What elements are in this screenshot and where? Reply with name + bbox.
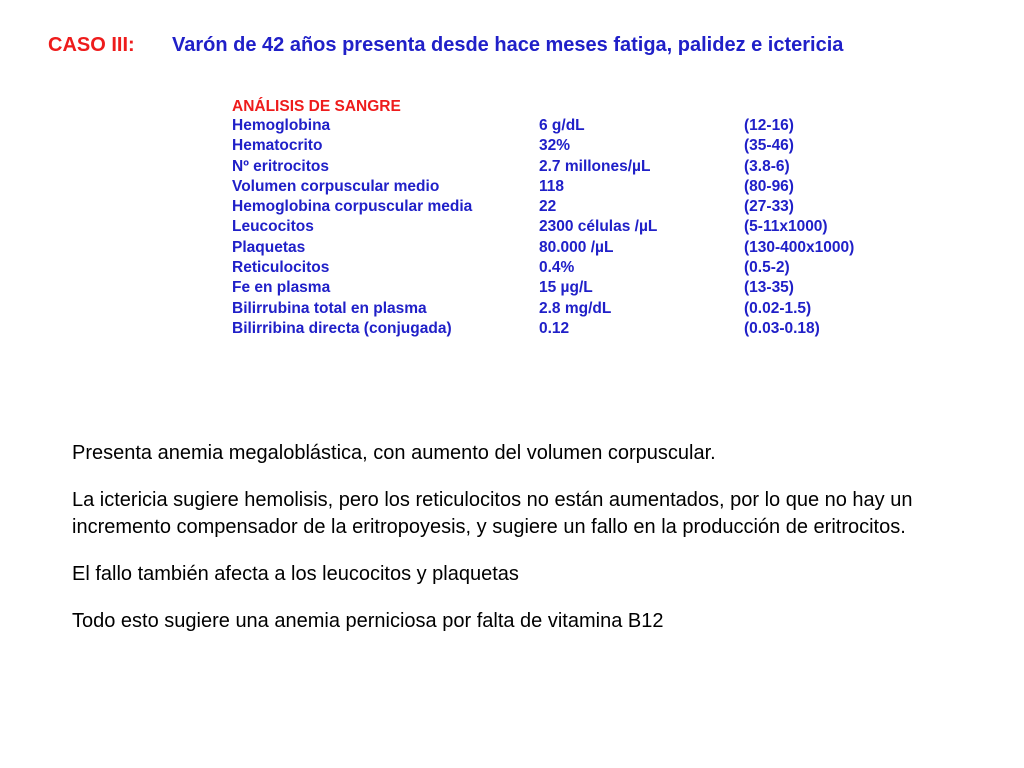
lab-row-reference: (27-33)	[744, 198, 794, 216]
lab-row-value: 80.000 /µL	[539, 238, 614, 256]
lab-row	[232, 238, 892, 258]
lab-row-reference: (12-16)	[744, 117, 794, 134]
lab-row-value: 15 µg/L	[539, 279, 593, 297]
lab-row-value: 0.4%	[539, 259, 575, 277]
lab-row-reference: (0.03-0.18)	[744, 319, 820, 337]
lab-row-name: Volumen corpuscular medio	[232, 177, 440, 195]
lab-row-reference: (0.02-1.5)	[744, 299, 812, 317]
case-title: Varón de 42 años presenta desde hace meses fatiga, palidez e ictericia	[172, 34, 844, 56]
lab-row-value: 6 g/dL	[539, 117, 585, 134]
blood-analysis-title: ANÁLISIS DE SANGRE	[232, 98, 401, 115]
lab-row-reference: (3.8-6)	[744, 157, 790, 175]
explanation-text	[72, 440, 972, 655]
lab-row-value: 2.8 mg/dL	[539, 299, 612, 317]
paragraph-conclusion: Todo esto sugiere una anemia perniciosa por falta de vitamina B12	[72, 610, 664, 632]
lab-row-value: 22	[539, 198, 557, 216]
lab-row-name: Hemoglobina corpuscular media	[232, 198, 473, 216]
lab-row-name: Bilirribina directa (conjugada)	[232, 319, 452, 337]
lab-row-value: 2.7 millones/µL	[539, 157, 651, 175]
lab-row-name: Nº eritrocitos	[232, 157, 329, 175]
case-label: CASO III:	[48, 34, 135, 56]
lab-row-name: Hemoglobina	[232, 117, 331, 134]
lab-row-reference: (0.5-2)	[744, 259, 790, 277]
paragraph-anemia: Presenta anemia megaloblástica, con aumento del volumen corpuscular.	[72, 442, 716, 464]
lab-row-reference: (13-35)	[744, 279, 794, 297]
lab-row	[232, 299, 892, 319]
paragraph-icterus: La ictericia sugiere hemolisis, pero los reticulocitos no están aumentados, por lo que no hay un incremento compensador de la eritropoyesis, y sugiere un fallo en la producción de eritrocitos.	[72, 489, 913, 538]
lab-row-name: Leucocitos	[232, 218, 314, 236]
lab-row-reference: (130-400x1000)	[744, 238, 855, 256]
lab-row-value: 2300 células /µL	[539, 218, 658, 236]
lab-row-reference: (35-46)	[744, 137, 794, 155]
lab-row	[232, 258, 892, 278]
lab-row	[232, 197, 892, 217]
blood-analysis-table	[232, 98, 892, 339]
lab-row-name: Hematocrito	[232, 137, 323, 155]
lab-row	[232, 116, 892, 136]
lab-row-name: Plaquetas	[232, 238, 306, 256]
lab-row	[232, 136, 892, 156]
lab-row-name: Reticulocitos	[232, 259, 330, 277]
lab-row-reference: (80-96)	[744, 177, 794, 195]
lab-row	[232, 278, 892, 298]
lab-row-name: Bilirrubina total en plasma	[232, 299, 427, 317]
lab-row	[232, 177, 892, 197]
paragraph-leukocytes: El fallo también afecta a los leucocitos y plaquetas	[72, 563, 519, 585]
lab-row-value: 0.12	[539, 319, 570, 337]
lab-row	[232, 319, 892, 339]
lab-row-value: 118	[539, 177, 565, 195]
lab-row	[232, 157, 892, 177]
case-header	[0, 32, 1024, 62]
lab-row-reference: (5-11x1000)	[744, 218, 828, 236]
lab-row-name: Fe en plasma	[232, 279, 331, 297]
lab-row-value: 32%	[539, 137, 571, 155]
lab-row	[232, 217, 892, 237]
